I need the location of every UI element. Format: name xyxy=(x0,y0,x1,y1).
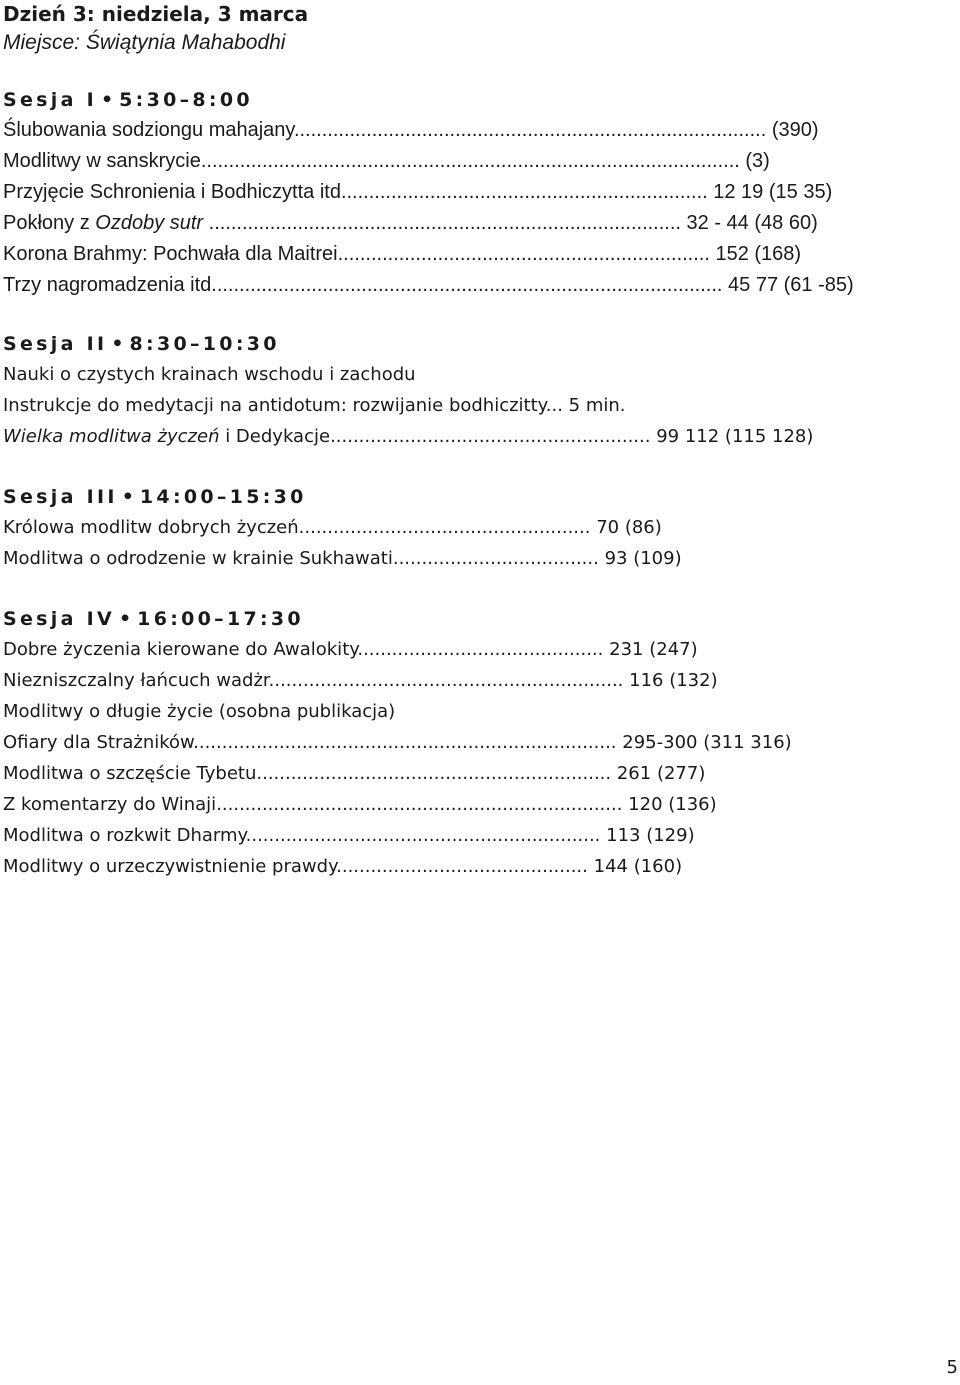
leader-dots: .............................................................. xyxy=(268,670,624,691)
toc-entry xyxy=(3,421,943,452)
toc-entry xyxy=(3,177,943,208)
entry-title: Trzy nagromadzenia itd. xyxy=(3,274,217,296)
entry-pages: (390) xyxy=(771,119,819,141)
leader-dots: .......................................................................... xyxy=(193,732,617,753)
leader-dots: ........................................................ xyxy=(330,426,651,447)
entry-title: Modlitwy o długie życie (osobna publikacja) xyxy=(3,701,396,722)
toc-entry xyxy=(3,390,943,421)
leader-dots: ..................................................................................... xyxy=(293,119,767,141)
toc-entry xyxy=(3,270,943,301)
entry-title: Ślubowania sodziongu mahajany xyxy=(3,119,294,141)
entry-pages: 231 (247) xyxy=(609,639,698,660)
leader-dots: .............................................................. xyxy=(256,763,612,784)
entry-pages: 120 (136) xyxy=(628,794,717,815)
toc-entry xyxy=(3,820,943,851)
entry-title: Modlitwy o urzeczywistnienie prawdy xyxy=(3,856,337,877)
toc-entry xyxy=(3,758,943,789)
session-name: Sesja II xyxy=(3,333,108,355)
entry-title: Pokłony z xyxy=(3,212,96,234)
toc-entry xyxy=(3,851,943,882)
entry-pages: 152 (168) xyxy=(715,243,802,265)
entry-title: Modlitwa o odrodzenie w krainie Sukhawati xyxy=(3,548,393,569)
leader-dots: ............................................ xyxy=(336,856,588,877)
location-line: Miejsce: Świątynia Mahabodhi xyxy=(3,31,286,54)
entry-pages: 32 - 44 (48 60) xyxy=(686,212,818,234)
toc-entry xyxy=(3,512,943,543)
toc-entry xyxy=(3,634,943,665)
toc-entry xyxy=(3,146,943,177)
session-heading-2 xyxy=(3,329,943,359)
leader-dots: ..................................................................................... xyxy=(203,212,681,234)
schedule-page xyxy=(3,0,943,882)
bullet-icon: • xyxy=(119,608,132,630)
entry-title: Modlitwy w sanskrycie xyxy=(3,150,201,172)
entry-title: Korona Brahmy: Pochwała dla Maitrei xyxy=(3,243,338,265)
page-number: 5 xyxy=(946,1357,958,1378)
toc-entry xyxy=(3,239,943,270)
toc-entry xyxy=(3,789,943,820)
session-heading-3 xyxy=(3,482,943,512)
leader-dots: .................................... xyxy=(392,548,599,569)
entry-title-italic: Ozdoby sutr xyxy=(95,212,204,234)
session-heading-1 xyxy=(3,85,943,115)
entry-title: Przyjęcie Schronienia i Bodhiczytta itd. xyxy=(3,181,347,203)
session-time: 8:30–10:30 xyxy=(129,333,280,355)
entry-title: Królowa modlitw dobrych życzeń xyxy=(3,517,299,538)
toc-entry xyxy=(3,543,943,574)
entry-pages: 12 19 (15 35) xyxy=(713,181,833,203)
leader-dots: .............................................................. xyxy=(245,825,601,846)
session-name: Sesja III xyxy=(3,486,118,508)
leader-dots: ................................................................................................. xyxy=(200,150,740,172)
entry-title: Modlitwa o szczęście Tybetu xyxy=(3,763,257,784)
entry-pages: 261 (277) xyxy=(616,763,706,784)
entry-title: Instrukcje do medytacji na antidotum: rozwijanie bodhiczitty xyxy=(3,395,546,416)
leader-dots: ........................................................................................... xyxy=(216,274,723,296)
entry-pages: 45 77 (61 -85) xyxy=(728,274,854,296)
leader-dots: ........................................... xyxy=(357,639,604,660)
entry-title: Ofiary dla Strażników xyxy=(3,732,194,753)
entry-title: Modlitwa o rozkwit Dharmy xyxy=(3,825,246,846)
bullet-icon: • xyxy=(121,486,134,508)
entry-pages: 99 112 (115 128) xyxy=(656,426,814,447)
toc-entry xyxy=(3,115,943,146)
bullet-icon: • xyxy=(101,89,114,111)
entry-pages: 5 min. xyxy=(568,395,626,416)
entry-pages: 116 (132) xyxy=(629,670,718,691)
entry-title: Nauki o czystych krainach wschodu i zachodu xyxy=(3,364,416,385)
entry-pages: 113 (129) xyxy=(606,825,695,846)
leader-dots: ................................................................... xyxy=(337,243,710,265)
session-name: Sesja I xyxy=(3,89,97,111)
leader-dots: ....................................................................... xyxy=(216,794,623,815)
day-title: Dzień 3: niedziela, 3 marca xyxy=(3,2,309,26)
entry-pages: 144 (160) xyxy=(593,856,683,877)
session-name: Sesja IV xyxy=(3,608,116,630)
entry-title: Niezniszczalny łańcuch wadżr xyxy=(3,670,269,691)
toc-entry xyxy=(3,208,943,239)
session-time: 16:00–17:30 xyxy=(137,608,304,630)
entry-title: Z komentarzy do Winaji xyxy=(3,794,217,815)
toc-entry xyxy=(3,696,943,727)
toc-entry xyxy=(3,665,943,696)
entry-pages: 295-300 (311 316) xyxy=(622,732,792,753)
bullet-icon: • xyxy=(111,333,124,355)
session-time: 5:30–8:00 xyxy=(119,89,253,111)
entry-pages: 70 (86) xyxy=(596,517,662,538)
entry-pages: (3) xyxy=(745,150,770,172)
session-heading-4 xyxy=(3,604,943,634)
entry-pages: 93 (109) xyxy=(604,548,682,569)
entry-title: i Dedykacje xyxy=(219,426,331,447)
entry-title: Dobre życzenia kierowane do Awalokity xyxy=(3,639,358,660)
leader-dots: ................................................................. xyxy=(346,181,708,203)
entry-title-italic: Wielka modlitwa życzeń xyxy=(3,426,220,447)
leader-dots: ... xyxy=(545,395,563,416)
leader-dots: ................................................... xyxy=(298,517,591,538)
toc-entry xyxy=(3,727,943,758)
toc-entry xyxy=(3,359,943,390)
session-time: 14:00–15:30 xyxy=(139,486,307,508)
